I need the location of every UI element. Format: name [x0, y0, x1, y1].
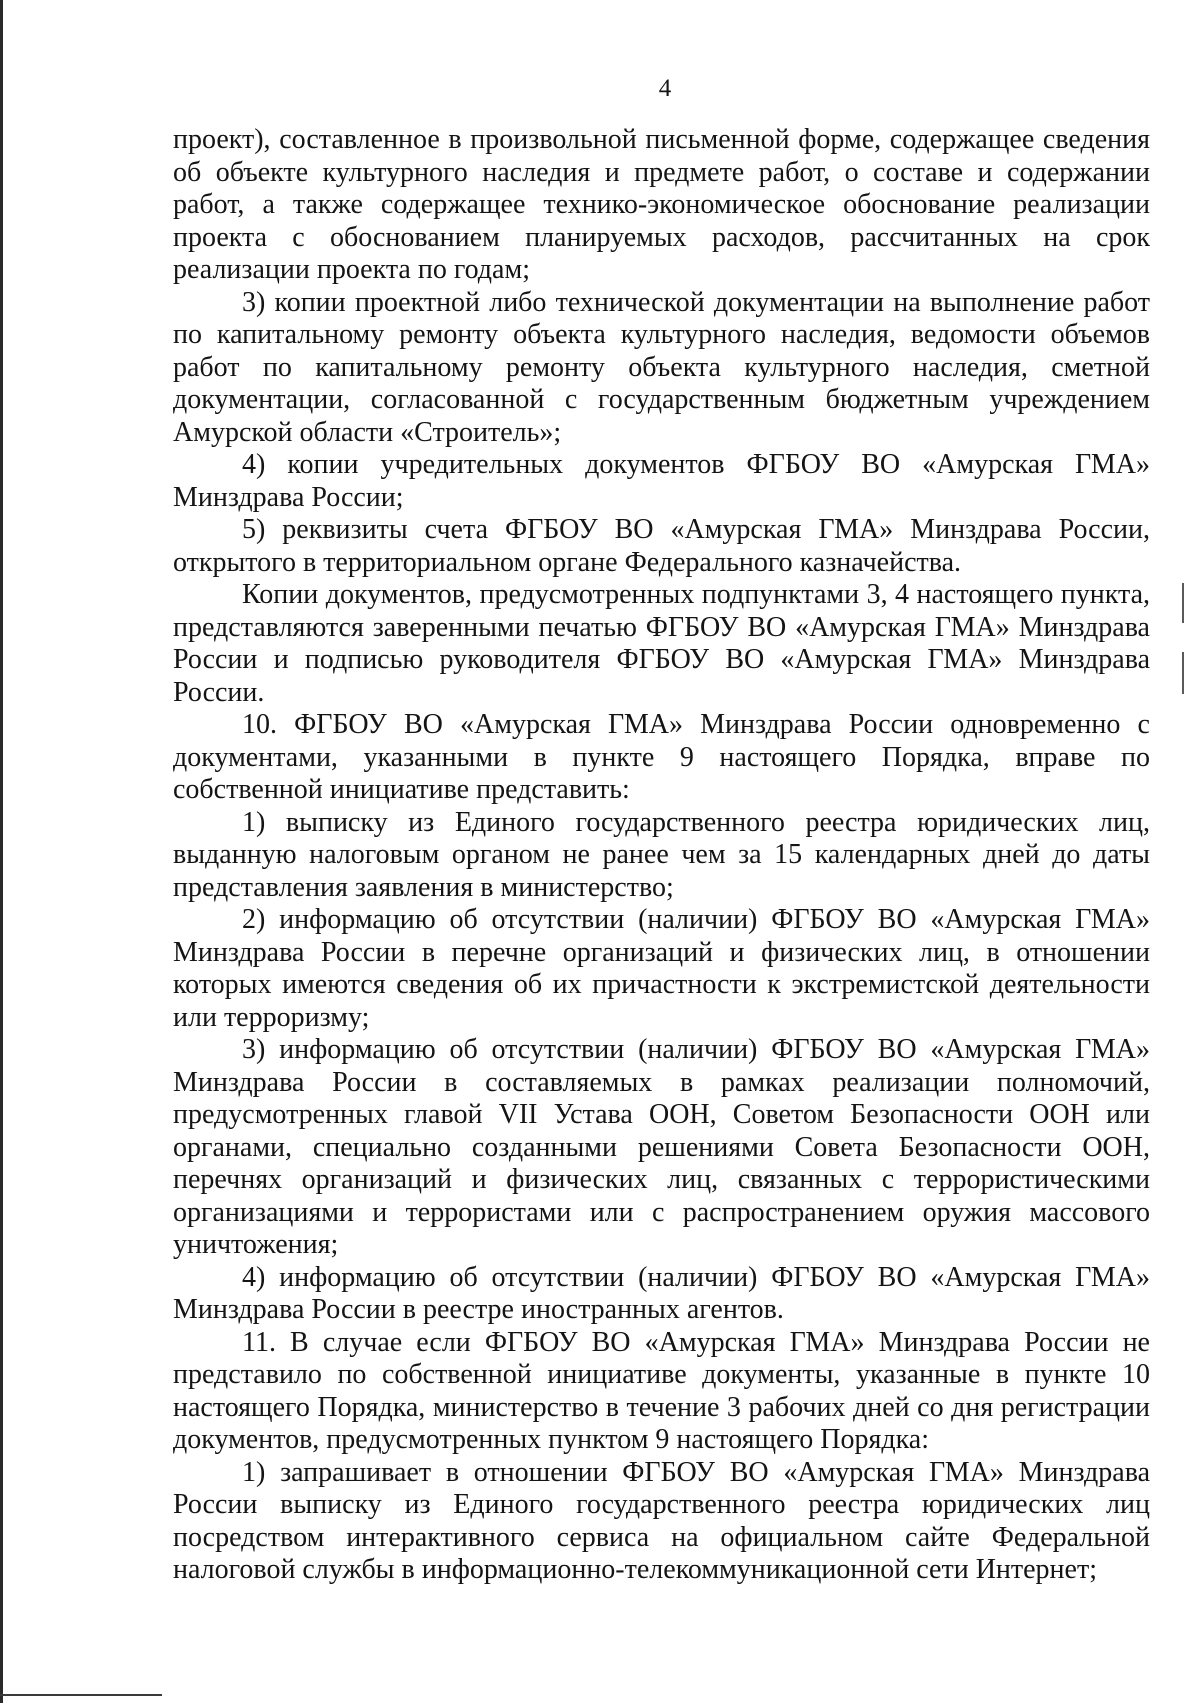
paragraph-clause-10: 10. ФГБОУ ВО «Амурская ГМА» Минздрава России одновременно с документами, указанными в пункте 9 настоящего Порядка, вправе по собственной инициативе представить: [173, 709, 1150, 805]
scan-margin-mark [1182, 652, 1184, 694]
page-number: 4 [658, 75, 672, 102]
paragraph-project-description: проект), составленное в произвольной письменной форме, содержащее сведения об объекте культурного наследия и предмете работ, о составе и содержании работ, а также содержащее технико-экономическое обоснование реализации проекта с обоснованием планируемых расходов, рассчитанных на срок реализации проекта по годам; [173, 124, 1150, 285]
paragraph-clause-10-item-3: 3) информацию об отсутствии (наличии) ФГБОУ ВО «Амурская ГМА» Минздрава России в составляемых в рамках реализации полномочий, предусмотренных главой VII Устава ООН, Советом Безопасности ООН или органами, специально созданными решениями Совета Безопасности ООН, перечнях организаций и физических лиц, связанных с террористическими организациями и террористами или с распространением оружия массового уничтожения; [173, 1034, 1150, 1260]
scan-margin-mark [1182, 583, 1184, 623]
paragraph-clause-11: 11. В случае если ФГБОУ ВО «Амурская ГМА» Минздрава России не представило по собственной инициативе документы, указанные в пункте 10 настоящего Порядка, министерство в течение 3 рабочих дней со дня регистрации документов, предусмотренных пунктом 9 настоящего Порядка: [173, 1326, 1150, 1455]
paragraph-item-3-design-docs: 3) копии проектной либо технической документации на выполнение работ по капитальному ремонту объекта культурного наследия, ведомости объемов работ по капитальному ремонту объекта культурного наследия, сметной документации, согласованной с государственным бюджетным учреждением Амурской области «Строитель»; [173, 286, 1150, 448]
paragraph-clause-10-item-2: 2) информацию об отсутствии (наличии) ФГБОУ ВО «Амурская ГМА» Минздрава России в перечне организаций и физических лиц, в отношении которых имеются сведения об их причастности к экстремистской деятельности или терроризму; [173, 904, 1150, 1033]
paragraph-item-4-founding-docs: 4) копии учредительных документов ФГБОУ ВО «Амурская ГМА» Минздрава России; [173, 449, 1150, 513]
paragraph-item-5-account-details: 5) реквизиты счета ФГБОУ ВО «Амурская ГМА» Минздрава России, открытого в территориальном органе Федерального казначейства. [173, 514, 1150, 578]
document-body [173, 124, 1150, 1587]
paragraph-clause-11-item-1: 1) запрашивает в отношении ФГБОУ ВО «Амурская ГМА» Минздрава России выписку из Единого государственного реестра юридических лиц посредством интерактивного сервиса на официальном сайте Федеральной налоговой службы в информационно-телекоммуникационной сети Интернет; [173, 1456, 1150, 1585]
paragraph-document-copies: Копии документов, предусмотренных подпунктами 3, 4 настоящего пункта, представляются заверенными печатью ФГБОУ ВО «Амурская ГМА» Минздрава России и подписью руководителя ФГБОУ ВО «Амурская ГМА» Минздрава России. [173, 579, 1150, 708]
scan-bottom-edge [0, 1694, 162, 1696]
paragraph-clause-10-item-4: 4) информацию об отсутствии (наличии) ФГБОУ ВО «Амурская ГМА» Минздрава России в реестре иностранных агентов. [173, 1261, 1150, 1325]
scan-left-edge [0, 0, 3, 1703]
paragraph-clause-10-item-1: 1) выписку из Единого государственного реестра юридических лиц, выданную налоговым органом не ранее чем за 15 календарных дней до даты представления заявления в министерство; [173, 806, 1150, 903]
